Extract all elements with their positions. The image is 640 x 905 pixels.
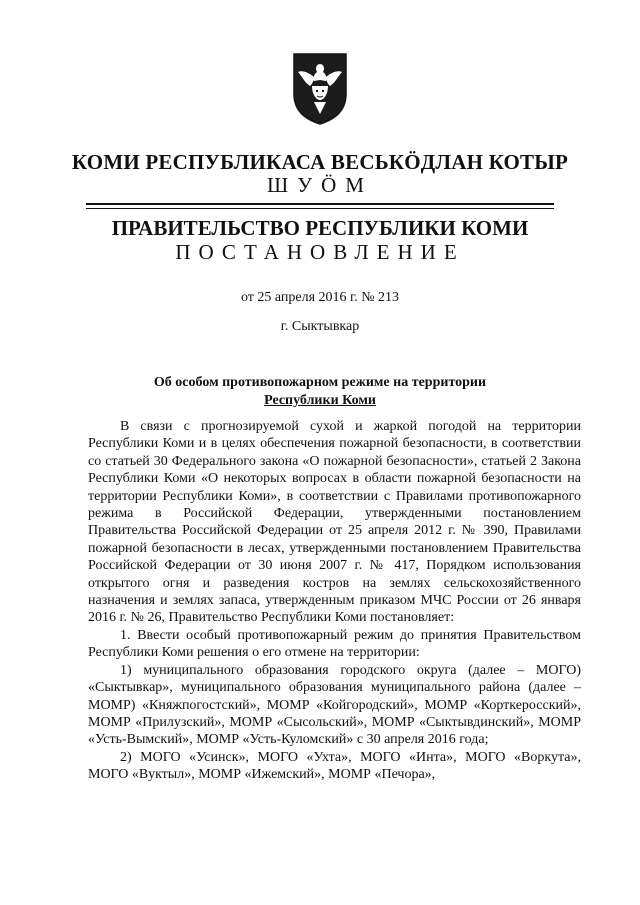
subject-line-1: Об особом противопожарном режиме на территории bbox=[153, 375, 487, 390]
body-paragraph: 1) муниципального образования городского округа (далее – МОГО) «Сыктывкар», муниципального образования муниципального района (далее – МОМР) «Княжпогостский», МОМР «Койгородский», МОМР «Корткеросский», МОМР «Прилузский», МОМР «Сысольский», МОМР «Сыктывдинский», МОМР «Усть-Вымский», МОМР «Усть-Куломский» с 30 апреля 2016 года; bbox=[88, 662, 581, 748]
document-type: ПОСТАНОВЛЕНИЕ bbox=[175, 240, 465, 264]
body-paragraph: В связи с прогнозируемой сухой и жаркой погодой на территории Республики Коми и в целях обеспечения пожарной безопасности, в соответствии со статьей 30 Федерального закона «О пожарной безопасности», статьей 2 Закона Республики Коми «О некоторых вопросах в области пожарной безопасности на территории Республики Коми», в соответствии с Правилами противопожарного режима в Российской Федерации, утвержденными постановлением Правительства Российской Федерации от 25 апреля 2012 г. № 390, Правилами пожарной безопасности в лесах, утвержденными постановлением Правительства Российской Федерации от 30 июня 2007 г. № 417, Порядком использования открытого огня и разведения костров на землях сельскохозяйственного назначения и землях запаса, утвержденным приказом МЧС России от 26 января 2016 г. № 26, Правительство Республики Коми постановляет: bbox=[88, 419, 581, 626]
document-date-number: от 25 апреля 2016 г. № 213 bbox=[240, 290, 400, 305]
header-rule-thick bbox=[86, 203, 554, 205]
body-paragraph: 2) МОГО «Усинск», МОГО «Ухта», МОГО «Инта», МОГО «Воркута», МОГО «Вуктыл», МОМР «Ижемский», МОМР «Печора», bbox=[88, 749, 581, 783]
komi-government-title: КОМИ РЕСПУБЛИКАСА ВЕСЬКÖДЛАН КОТЫР bbox=[71, 150, 569, 174]
subject-line-2: Республики Коми bbox=[264, 393, 376, 408]
coat-of-arms-icon bbox=[290, 50, 350, 126]
document-city: г. Сыктывкар bbox=[280, 319, 360, 334]
komi-document-type: ШУÖМ bbox=[267, 173, 373, 197]
document-subject bbox=[0, 374, 640, 410]
document-body bbox=[88, 418, 581, 784]
body-paragraph: 1. Ввести особый противопожарный режим до принятия Правительством Республики Коми решения о его отмене на территории: bbox=[88, 627, 581, 661]
government-title: ПРАВИТЕЛЬСТВО РЕСПУБЛИКИ КОМИ bbox=[111, 216, 529, 240]
header-rule-thin bbox=[86, 208, 554, 209]
